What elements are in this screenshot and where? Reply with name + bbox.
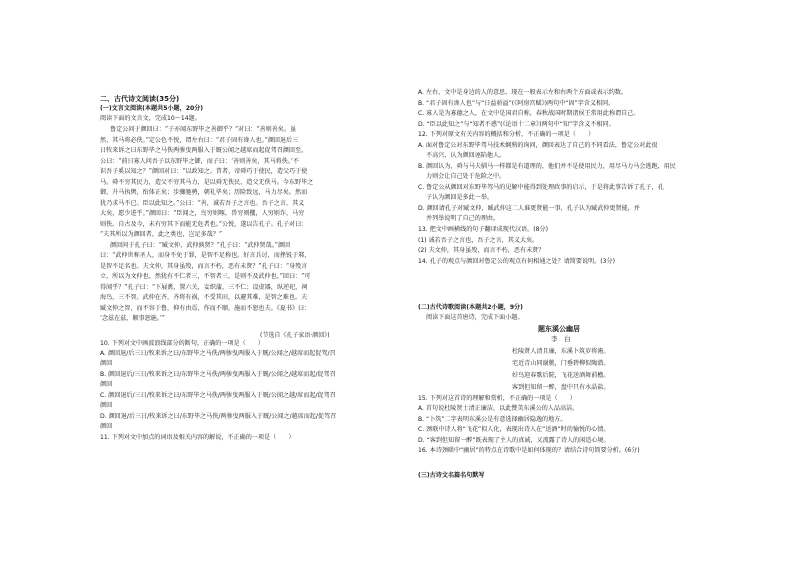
q10-option-b-cont: 颜回 [100,381,113,388]
subsection-title-poetry: (二)古代诗歌阅读(本题共2小题，9分) [418,304,523,311]
passage-line: ‘念兹在兹，顺事恕施。’” [100,315,165,322]
q12-option-c-cont: 子认为颜回是多此一举。 [426,194,494,201]
passage-line: 大矣，愿少进乎。”颜回曰：“臣闻之，鸟穷则啄，兽穷则攫，人穷则诈，马穷 [100,210,305,217]
question-10: 10. 下列对文中画波浪线部分的断句，正确的一项是（ ） [100,340,264,347]
q11-option-b: B. “君子固有谗人也”与“日益骄溢”(《阿房宫赋》)两句中“固”字含义相同。 [418,99,615,107]
passage-line: 则佚。自古及今，未有穷其下而能无危者也。”公悦，遂以告孔子。孔子对曰： [100,220,308,228]
q12-option-c: C. 鲁定公从颜回对东野毕驾马的见解中能得到处理政事的启示，于是将此事告诉了孔子，孔 [418,183,664,191]
section-title: 二、古代诗文阅读(35分) [100,95,180,103]
q13-item-1: (1) 诚若吾子之言也，吾子之言，其义大矣。 [418,236,539,244]
q12-option-a: A. 面对鲁定公对东野毕驾马技术娴熟的询问，颜回表达了自己的不同看法，鲁定公对此很 [418,141,658,149]
passage-line: “夫其所以为颜回者，此之类也，岂足多哉？” [100,231,223,238]
q15-option-c: C. 颈联中诗人将“飞花”拟人化，表现出诗人在“送酒”时的愉悦的心情。 [418,426,610,433]
poem-title: 题东溪公幽居 [538,325,580,333]
passage-line: 得闻乎？”孔子曰：“下展禽，置六关，妾织蒲，三不仁；设虚器，纵逆祀，祠 [100,283,308,291]
passage-line: 然，其马将必佚。”定公色不悦，谓左右曰：“君子固有谗人也。”颜回退后三 [100,136,299,144]
question-15: 15. 下列对这首诗的理解和赏析，不正确的一项是（ ） [418,395,576,402]
q10-option-a-cont: 颜回 [100,360,113,367]
passage-line: 犹乃求马不已。臣以此知之。”公曰：“善，诚若吾子之言也。吾子之言，其义 [100,199,305,207]
q15-option-b: B. “卜筑”二字表明东溪公是有意选择幽居隐逸的地方。 [418,415,567,423]
q15-option-d: D. “客到但知留一醉”既表现了主人的真诚，又流露了诗人的闲适心境。 [418,436,610,444]
reading-instruction: 阅读下面的文言文，完成10～14题。 [100,115,201,122]
passage-line: 臧文仲之智，而不容于鲁，抑有由焉，作而不顺，施而不恕也夫。《夏书》曰： [100,304,311,312]
poem-line: 好鸟迎春歌后院，飞花送酒舞前檐。 [512,372,610,379]
passage-line: 马。舜不穷其民力，造父不穷其马力，是以舜无佚民，造父无佚马。今东野毕之 [100,178,314,186]
q10-option-c: C. 颜回退后/三日/牧来诉之曰/东野毕之马佚/两骖曳两服入于厩/公闻之越/席而起/促驾召 [100,392,336,399]
question-14: 14. 孔子的观点与颜回对鲁定公的观点有何相通之处？请简要说明。(3分) [418,257,615,265]
poetry-instruction: 阅读下面这首唐诗，完成下面小题。 [426,314,524,321]
passage-line-wavy: 日牧来诉之曰东野毕之马佚两骖曳两服入于厩公闻之越席而起促驾召颜回至， [100,147,308,154]
passage-line: 御，升马执辔，衔体正矣；步骤驰骋，朝礼毕矣；历险致远，马力尽矣。然而 [100,189,308,196]
passage-line: 曰：“武仲世称圣人，而身不免于罪，是智不足称也。好言兵讨，而挫锐于邾， [100,252,311,259]
passage-line: 是智不足名也。夫文仲，其身虽殁，而言不朽，恶有未贤？”孔子曰：“身殁言 [100,262,308,270]
q11-option-c: C. 寡人是为寡德之人，在文中是国君自称，春秋战国时期诸侯王常用此称谓自己。 [418,110,640,117]
passage-line: 颜回问于孔子曰：“臧文仲、武仲孰贤？”孔子曰：“武仲贤哉。”颜回 [110,241,291,249]
passage-line: 海鸟，三不智。武仲在齐，齐将有祸，不受其田，以避其难，是智之难也。夫 [100,294,308,301]
passage-line: 识吾子奚以知之？”颜回对曰：“以政知之。昔者，帝舜巧于使民，造父巧于使 [100,168,308,175]
q12-option-b-cont: 力则会让自己处于危险之中。 [426,173,506,180]
q12-option-d: D. 颜回请孔子对臧文仲、臧武仲这二人谁更贤能一事，孔子认为臧武仲更贤能，并 [418,204,640,212]
q11-option-d: D. “臣以此知之”与“知者不惑”(《论语十二章》)两句中“知”字含义不相同。 [418,120,615,128]
question-13: 13. 把文中画横线的句子翻译成现代汉语。(8分) [418,226,548,233]
q10-option-d-cont: 颜回 [100,423,113,430]
q10-option-a: A. 颜回退/后三日/牧来诉之曰/东野毕之马佚/两骖曳两服入于厩/公闻之/越席而起促驾/召 [100,350,336,357]
subsection-title-classical-chinese: (一)文言文阅读(本题共5小题，20分) [100,105,204,112]
q12-option-b: B. 颜回认为，舜与马夫驯马一样都是有道理的，他们并不是使用民力，用尽马力马会逃跑，用民 [418,162,676,170]
question-12: 12. 下列对原文有关内容的概括和分析，不正确的一项是（ ） [418,131,595,138]
passage-line: 公曰：“前日寡人问吾子以东野毕之御，而子曰：‘善则善矣，其马将佚。’不 [100,157,299,165]
passage-line: 鲁定公问于颜回曰：“子亦闻东野毕之善御乎？”对曰：“善则善矣。虽 [110,126,297,133]
q12-option-d-cont: 并列举说明了自己的理由。 [426,215,500,222]
poem-line: 宅近青山同谢朓，门垂碧柳似陶潜。 [512,360,610,367]
q13-item-2: (2) 夫文仲，其身虽殁，而言不朽，恶有未贤？ [418,247,545,254]
question-16: 16. 本诗颈联中“幽居”的特点在诗歌中是如何体现的？请结合诗句简要分析。(6分) [418,447,640,454]
q15-option-a: A. 首句说杜陵贤士清正廉洁，以此赞美东溪公的人品高洁。 [418,405,579,412]
passage-source: (节选自《孔子家语·颜回》) [260,332,330,339]
poem-line: 客到但知留一醉，盘中只有水晶盐。 [512,384,610,391]
poem-author: 李 白 [551,335,571,343]
q12-option-a-cont: 不高兴，认为颜回诬陷他人。 [426,152,506,159]
q10-option-d: D. 颜回退/后三日/牧来诉之曰/东野毕之马佚/两骖曳两服入于厩/公闻之/越席而起/促驾召 [100,413,337,420]
subsection-title-dictation: (三)古诗文名篇名句默写 [418,472,485,479]
q10-option-b: B. 颜回退后/三日/牧来诉之曰/东野毕之马佚/两骖曳两服入于厩/公闻之/越席而起/促驾召 [100,371,336,378]
passage-line: 立，所以为文仲也。然犹有不仁者三，不智者三，是则不及武仲也。”回曰：“可 [100,273,311,280]
poem-line: 杜陵贤人清且廉，东溪卜筑岁将淹。 [512,348,610,355]
q11-option-a: A. 左右，文中是身边的人的意思，现在一般表示左和右两个方面或表示约数。 [418,89,628,96]
question-11: 11. 下列对文中加点的词语及相关内容的解说，不正确的一项是（ ） [100,434,295,441]
q10-option-c-cont: 颜回 [100,402,113,409]
